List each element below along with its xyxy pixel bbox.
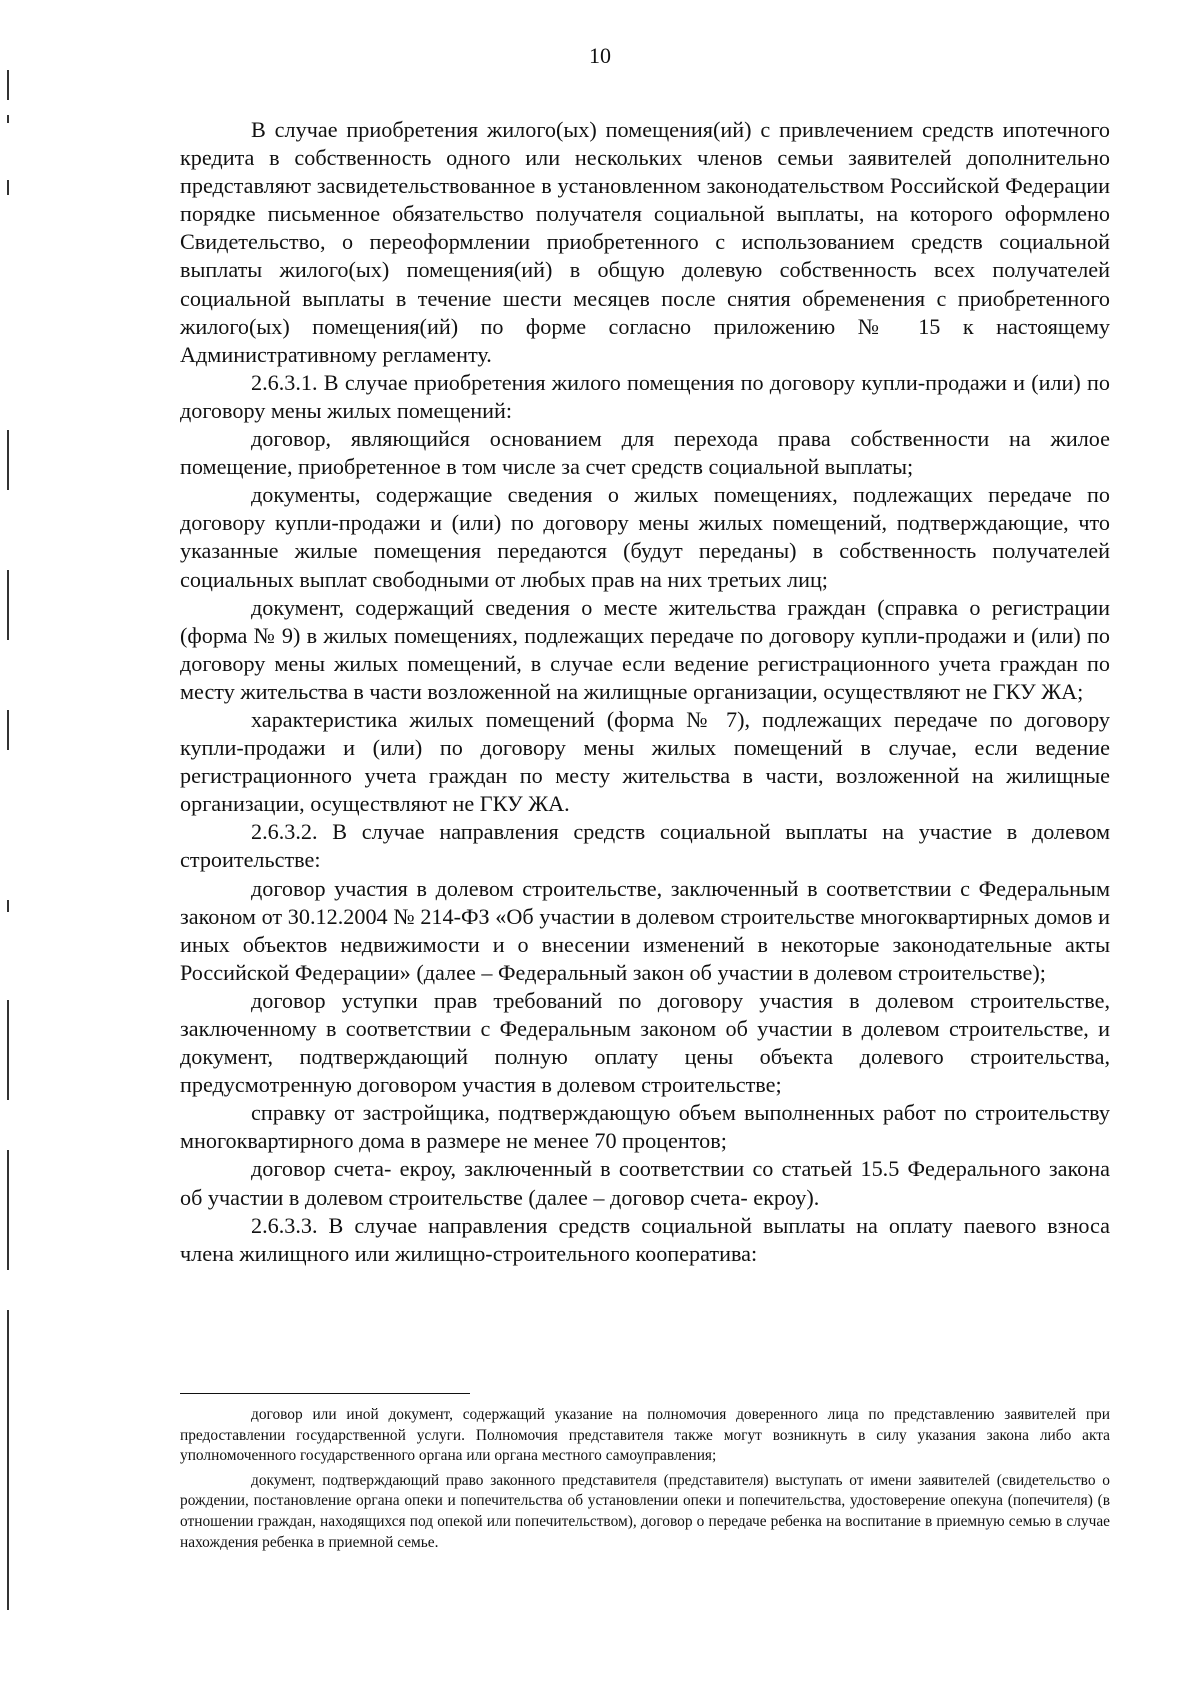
paragraph-purchase-contract: договор, являющийся основанием для перехода права собственности на жилое помещение, приобретенное в том числе за счет средств социальной выплаты; bbox=[180, 426, 1110, 480]
footnote-power-of-attorney: договор или иной документ, содержащий указание на полномочия доверенного лица по представлению заявителей при предоставлении государственной услуги. Полномочия представителя также могут возникнуть в силу указания закона либо акта уполномоченного государственного органа или органа местного самоуправления; bbox=[180, 1406, 1110, 1465]
paragraph-housing-characteristics: характеристика жилых помещений (форма № 7), подлежащих передаче по договору купли-продажи и (или) по договору мены жилых помещений в случае, если ведение регистрационного учета граждан по месту жительства в части, возложенной на жилищные организации, осуществляют не ГКУ ЖА. bbox=[180, 706, 1110, 817]
scan-edge-artifact bbox=[6, 70, 10, 1670]
page-number: 10 bbox=[589, 43, 611, 68]
paragraph-2-6-3-2-heading: 2.6.3.2. В случае направления средств социальной выплаты на участие в долевом строительстве: bbox=[180, 819, 1110, 873]
paragraph-residence-certificate: документ, содержащий сведения о месте жительства граждан (справка о регистрации (форма № 9) в жилых помещениях, подлежащих передаче по договору купли-продажи и (или) по договору мены жилых помещений, в случае если ведение регистрационного учета граждан по месту жительства в части возложенной на жилищные организации, осуществляют не ГКУ ЖА; bbox=[180, 594, 1110, 704]
footnote-legal-representative: документ, подтверждающий право законного представителя (представителя) выступать от имени заявителей (свидетельство о рождении, постановление органа опеки и попечительства об установлении опеки и попечительства, удостоверение опекуна (попечителя) (в отношении граждан, находящихся под опекой или попечительством), договор о передаче ребенка на воспитание в приемную семью в случае нахождения ребенка в приемной семье. bbox=[180, 1471, 1110, 1551]
paragraph-property-documents: документы, содержащие сведения о жилых помещениях, подлежащих передаче по договору купли-продажи и (или) по договору мены жилых помещений, подтверждающие, что указанные жилые помещения передаются (будут переданы) в собственность получателей социальных выплат свободными от любых прав на них третьих лиц; bbox=[180, 482, 1110, 592]
paragraph-escrow-contract: договор счета- екроу, заключенный в соответствии со статьей 15.5 Федерального закона об участии в долевом строительстве (далее – договор счета- екроу). bbox=[180, 1156, 1110, 1210]
paragraph-developer-certificate: справку от застройщика, подтверждающую объем выполненных работ по строительству многоквартирного дома в размере не менее 70 процентов; bbox=[180, 1100, 1110, 1154]
paragraph-2-6-3-3-heading: 2.6.3.3. В случае направления средств социальной выплаты на оплату паевого взноса члена жилищного или жилищно-строительного кооператива: bbox=[180, 1212, 1110, 1266]
paragraph-2-6-3-1-heading: 2.6.3.1. В случае приобретения жилого помещения по договору купли-продажи и (или) по договору мены жилых помещений: bbox=[180, 369, 1110, 423]
footnotes bbox=[180, 1405, 1110, 1557]
paragraph-assignment-contract: договор уступки прав требований по договору участия в долевом строительстве, заключенному в соответствии с Федеральным законом об участии в долевом строительстве, и документ, подтверждающий полную оплату цены объекта долевого строительства, предусмотренную договором участия в долевом строительстве; bbox=[180, 987, 1110, 1098]
footnote-divider bbox=[180, 1393, 470, 1394]
paragraph-shared-construction-contract: договор участия в долевом строительстве, заключенный в соответствии с Федеральным законом от 30.12.2004 № 214-ФЗ «Об участии в долевом строительстве многоквартирных домов и иных объектов недвижимости и о внесении изменений в некоторые законодательные акты Российской Федерации» (далее – Федеральный закон об участии в долевом строительстве); bbox=[180, 875, 1110, 985]
main-text bbox=[180, 116, 1110, 1268]
paragraph-mortgage-obligation: В случае приобретения жилого(ых) помещения(ий) с привлечением средств ипотечного кредита в собственность одного или нескольких членов семьи заявителей дополнительно представляют засвидетельствованное в установленном законодательством Российской Федерации порядке письменное обязательство получателя социальной выплаты, на которого оформлено Свидетельство, о переоформлении приобретенного с использованием средств социальной выплаты жилого(ых) помещения(ий) в общую долевую собственность всех получателей социальной выплаты в течение шести месяцев после снятия обременения с приобретенного жилого(ых) помещения(ий) по форме согласно приложению № 15 к настоящему Административному регламенту. bbox=[180, 117, 1110, 367]
